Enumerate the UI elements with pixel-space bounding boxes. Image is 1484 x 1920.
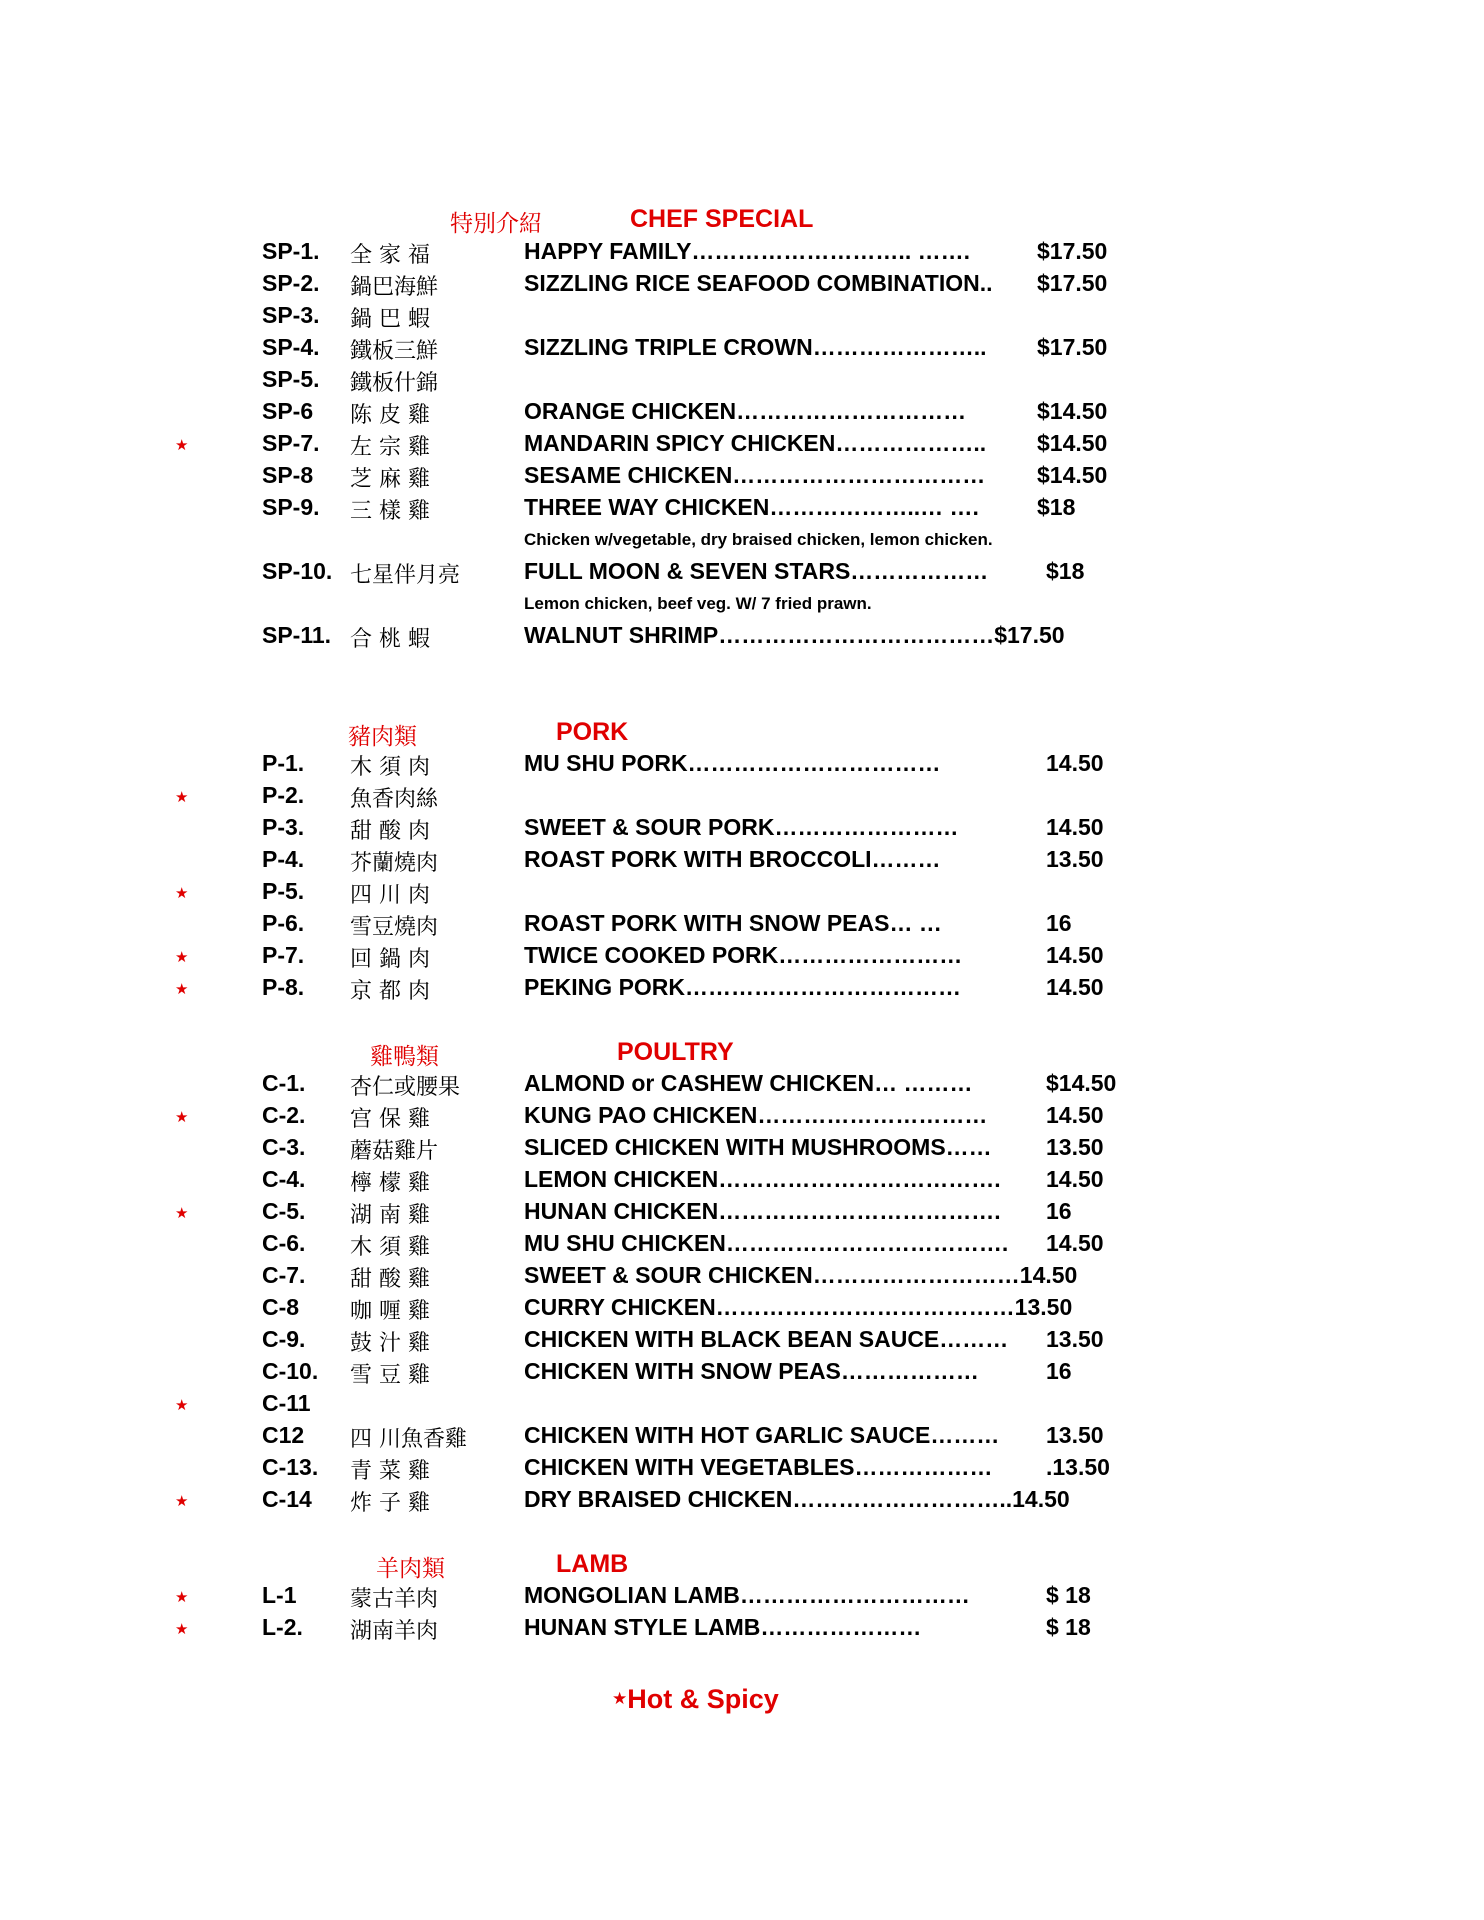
item-chinese-name: 炸 子 雞	[350, 1491, 430, 1516]
item-code: C-4.	[262, 1166, 306, 1192]
menu-item-row	[0, 398, 1484, 430]
menu-item-row	[0, 1294, 1484, 1326]
item-price: 13.50	[1046, 1326, 1104, 1352]
item-chinese-name: 四 川魚香雞	[350, 1427, 467, 1452]
menu-item-row	[0, 302, 1484, 334]
menu-item-row	[0, 1102, 1484, 1134]
item-price: 14.50	[1046, 1230, 1104, 1256]
item-price: 14.50	[1046, 1102, 1104, 1128]
item-code: C-1.	[262, 1070, 306, 1096]
item-chinese-name: 芝 麻 雞	[350, 467, 430, 492]
item-price: $18	[1046, 558, 1085, 584]
item-code: C-9.	[262, 1326, 306, 1352]
section-title: LAMB	[556, 1550, 629, 1578]
item-price: 14.50	[1046, 750, 1104, 776]
item-name: SLICED CHICKEN WITH MUSHROOMS……	[524, 1134, 992, 1160]
item-code: C-10.	[262, 1358, 319, 1384]
item-price: 16	[1046, 1358, 1072, 1384]
menu-item-row	[0, 942, 1484, 974]
item-chinese-name: 咖 喱 雞	[350, 1299, 430, 1324]
item-chinese-name: 回 鍋 肉	[350, 947, 430, 972]
item-code: P-3.	[262, 814, 305, 840]
item-name: CHICKEN WITH BLACK BEAN SAUCE………	[524, 1326, 1009, 1352]
item-name: PEKING PORK………………………………	[524, 974, 962, 1000]
menu-item-row	[0, 462, 1484, 494]
item-name: ORANGE CHICKEN…………………………	[524, 398, 967, 424]
section-title: POULTRY	[617, 1038, 734, 1066]
item-name: SIZZLING RICE SEAFOOD COMBINATION..	[524, 270, 993, 296]
item-chinese-name: 木 須 雞	[350, 1235, 430, 1260]
item-price: $17.50	[1037, 334, 1108, 360]
item-code: SP-4.	[262, 334, 320, 360]
menu-item-row	[0, 846, 1484, 878]
menu-item-row	[0, 750, 1484, 782]
item-name: HUNAN CHICKEN……………………………….	[524, 1198, 1001, 1224]
item-code: C-5.	[262, 1198, 306, 1224]
section-title: PORK	[556, 718, 629, 746]
item-code: C-7.	[262, 1262, 306, 1288]
menu-item-row	[0, 782, 1484, 814]
item-chinese-name: 芥蘭燒肉	[350, 851, 439, 876]
item-chinese-name: 四 川 肉	[350, 883, 430, 908]
item-name: SIZZLING TRIPLE CROWN…………………..	[524, 334, 987, 360]
item-code: P-5.	[262, 878, 305, 904]
item-code: C-11	[262, 1390, 311, 1416]
item-code: SP-2.	[262, 270, 320, 296]
legend-text: Hot & Spicy	[627, 1684, 779, 1714]
item-code: C12	[262, 1422, 305, 1448]
item-chinese-name: 蒙古羊肉	[350, 1587, 439, 1612]
item-code: L-2.	[262, 1614, 303, 1640]
item-name: HUNAN STYLE LAMB…………………	[524, 1614, 922, 1640]
menu-item-row	[0, 1390, 1484, 1422]
item-price: 13.50	[1046, 1134, 1104, 1160]
menu-item-row	[0, 270, 1484, 302]
item-name: CHICKEN WITH SNOW PEAS………………	[524, 1358, 979, 1384]
item-description: Lemon chicken, beef veg. W/ 7 fried prawn.	[524, 594, 872, 613]
item-name: THREE WAY CHICKEN………………..… ….	[524, 494, 979, 520]
item-chinese-name: 京 都 肉	[350, 979, 430, 1004]
item-chinese-name: 木 須 肉	[350, 755, 430, 780]
item-name: TWICE COOKED PORK……………………	[524, 942, 963, 968]
item-chinese-name: 檸 檬 雞	[350, 1171, 430, 1196]
item-code: SP-5.	[262, 366, 320, 392]
item-chinese-name: 甜 酸 雞	[350, 1267, 430, 1292]
item-price: 14.50	[1046, 814, 1104, 840]
item-price: $14.50	[1037, 430, 1108, 456]
item-chinese-name: 宫 保 雞	[350, 1107, 430, 1132]
item-price: $14.50	[1037, 398, 1108, 424]
item-name: FULL MOON & SEVEN STARS………………	[524, 558, 989, 584]
item-price: $14.50	[1046, 1070, 1117, 1096]
menu-item-row	[0, 334, 1484, 366]
item-name: MU SHU PORK……………………………	[524, 750, 941, 776]
menu-item-row	[0, 1614, 1484, 1646]
menu-item-row	[0, 494, 1484, 526]
menu-item-row	[0, 1582, 1484, 1614]
item-chinese-name: 鍋 巴 蝦	[350, 307, 430, 332]
spicy-star-icon: ★	[175, 981, 189, 998]
item-code: P-1.	[262, 750, 305, 776]
item-chinese-name: 雪 豆 雞	[350, 1363, 430, 1388]
menu-item-row	[0, 1358, 1484, 1390]
menu-item-row	[0, 1070, 1484, 1102]
item-price: .13.50	[1046, 1454, 1110, 1480]
menu-item-row	[0, 1422, 1484, 1454]
item-name: ROAST PORK WITH BROCCOLI………	[524, 846, 941, 872]
menu-item-row	[0, 910, 1484, 942]
item-price: 14.50	[1046, 1166, 1104, 1192]
item-code: C-2.	[262, 1102, 306, 1128]
section-chinese-title: 羊肉類	[376, 1556, 445, 1582]
item-chinese-name: 魚香肉絲	[350, 787, 439, 812]
item-chinese-name: 陈 皮 雞	[350, 403, 430, 428]
menu-item-row	[0, 814, 1484, 846]
item-code: C-6.	[262, 1230, 306, 1256]
item-name: MU SHU CHICKEN……………………………….	[524, 1230, 1009, 1256]
spicy-star-icon: ★	[175, 437, 189, 454]
item-chinese-name: 鼓 汁 雞	[350, 1331, 430, 1356]
item-chinese-name: 湖南羊肉	[350, 1619, 439, 1644]
item-name: ALMOND or CASHEW CHICKEN… ………	[524, 1070, 973, 1096]
item-name: HAPPY FAMILY……………………….. …….	[524, 238, 970, 264]
item-chinese-name: 湖 南 雞	[350, 1203, 430, 1228]
item-code: SP-6	[262, 398, 314, 424]
item-name: KUNG PAO CHICKEN…………………………	[524, 1102, 988, 1128]
menu-item-row	[0, 1486, 1484, 1518]
spicy-star-icon: ★	[175, 1589, 189, 1606]
menu-item-row	[0, 238, 1484, 270]
item-name: WALNUT SHRIMP………………………………$17.50	[524, 622, 1065, 648]
item-code: P-7.	[262, 942, 305, 968]
item-price: $18	[1037, 494, 1076, 520]
item-name: CHICKEN WITH HOT GARLIC SAUCE………	[524, 1422, 1000, 1448]
item-name: SWEET & SOUR PORK……………………	[524, 814, 959, 840]
menu-item-row	[0, 1230, 1484, 1262]
item-code: C-3.	[262, 1134, 306, 1160]
spicy-legend	[612, 1684, 779, 1715]
section-chinese-title: 豬肉類	[348, 724, 417, 750]
menu-item-row	[0, 1166, 1484, 1198]
item-chinese-name: 杏仁或腰果	[350, 1075, 461, 1100]
item-code: SP-9.	[262, 494, 320, 520]
spicy-star-icon: ★	[175, 1205, 189, 1222]
item-code: SP-10.	[262, 558, 333, 584]
menu-item-row	[0, 430, 1484, 462]
item-chinese-name: 七星伴月亮	[350, 563, 461, 588]
item-code: C-14	[262, 1486, 312, 1512]
spicy-star-icon: ★	[175, 885, 189, 902]
item-price: $ 18	[1046, 1614, 1091, 1640]
item-code: P-2.	[262, 782, 305, 808]
item-name: CURRY CHICKEN…………………………………13.50	[524, 1294, 1073, 1320]
item-price: $17.50	[1037, 238, 1108, 264]
item-price: 13.50	[1046, 1422, 1104, 1448]
item-price: $17.50	[1037, 270, 1108, 296]
item-chinese-name: 左 宗 雞	[350, 435, 430, 460]
item-chinese-name: 鐵板什錦	[350, 371, 439, 396]
item-chinese-name: 青 菜 雞	[350, 1459, 430, 1484]
section-title: CHEF SPECIAL	[630, 205, 814, 233]
item-description: Chicken w/vegetable, dry braised chicken, lemon chicken.	[524, 530, 993, 549]
item-chinese-name: 甜 酸 肉	[350, 819, 430, 844]
item-code: SP-11.	[262, 622, 332, 648]
red-star-icon: ★	[612, 1689, 628, 1708]
item-code: P-4.	[262, 846, 305, 872]
item-code: SP-1.	[262, 238, 320, 264]
section-chinese-title: 特別介紹	[450, 211, 542, 237]
spicy-star-icon: ★	[175, 1621, 189, 1638]
item-chinese-name: 合 桃 蝦	[350, 627, 430, 652]
menu-item-row	[0, 974, 1484, 1006]
item-price: $14.50	[1037, 462, 1108, 488]
item-name: CHICKEN WITH VEGETABLES………………	[524, 1454, 993, 1480]
spicy-star-icon: ★	[175, 1397, 189, 1414]
item-name: SESAME CHICKEN……………………………	[524, 462, 986, 488]
item-code: C-8	[262, 1294, 300, 1320]
item-price: 16	[1046, 1198, 1072, 1224]
item-chinese-name: 鍋巴海鮮	[350, 275, 439, 300]
item-name: MONGOLIAN LAMB…………………………	[524, 1582, 970, 1608]
item-name: ROAST PORK WITH SNOW PEAS… …	[524, 910, 942, 936]
item-chinese-name: 鐵板三鮮	[350, 339, 439, 364]
spicy-star-icon: ★	[175, 789, 189, 806]
item-price: 14.50	[1046, 942, 1104, 968]
menu-item-row	[0, 878, 1484, 910]
item-price: 14.50	[1046, 974, 1104, 1000]
item-chinese-name: 全 家 福	[350, 243, 430, 268]
item-price: $ 18	[1046, 1582, 1091, 1608]
section-chinese-title: 雞鴨類	[370, 1044, 439, 1070]
item-chinese-name: 三 樣 雞	[350, 499, 430, 524]
item-code: C-13.	[262, 1454, 319, 1480]
item-code: SP-7.	[262, 430, 320, 456]
item-price: 13.50	[1046, 846, 1104, 872]
item-name: MANDARIN SPICY CHICKEN………………..	[524, 430, 987, 456]
menu-item-row	[0, 1134, 1484, 1166]
item-code: P-6.	[262, 910, 305, 936]
item-name: SWEET & SOUR CHICKEN………………………14.50	[524, 1262, 1078, 1288]
spicy-star-icon: ★	[175, 1109, 189, 1126]
menu-item-row	[0, 1454, 1484, 1486]
menu-item-row	[0, 622, 1484, 654]
menu-item-row	[0, 1326, 1484, 1358]
menu-item-row	[0, 1198, 1484, 1230]
item-name: DRY BRAISED CHICKEN………………………..14.50	[524, 1486, 1070, 1512]
item-code: SP-8	[262, 462, 314, 488]
item-code: L-1	[262, 1582, 297, 1608]
item-code: P-8.	[262, 974, 305, 1000]
item-price: 16	[1046, 910, 1072, 936]
menu-item-row	[0, 366, 1484, 398]
spicy-star-icon: ★	[175, 1493, 189, 1510]
menu-item-row	[0, 1262, 1484, 1294]
menu-item-row	[0, 558, 1484, 590]
spicy-star-icon: ★	[175, 949, 189, 966]
item-chinese-name: 雪豆燒肉	[350, 915, 439, 940]
item-name: LEMON CHICKEN……………………………….	[524, 1166, 1001, 1192]
item-chinese-name: 蘑菇雞片	[350, 1139, 439, 1164]
item-code: SP-3.	[262, 302, 320, 328]
